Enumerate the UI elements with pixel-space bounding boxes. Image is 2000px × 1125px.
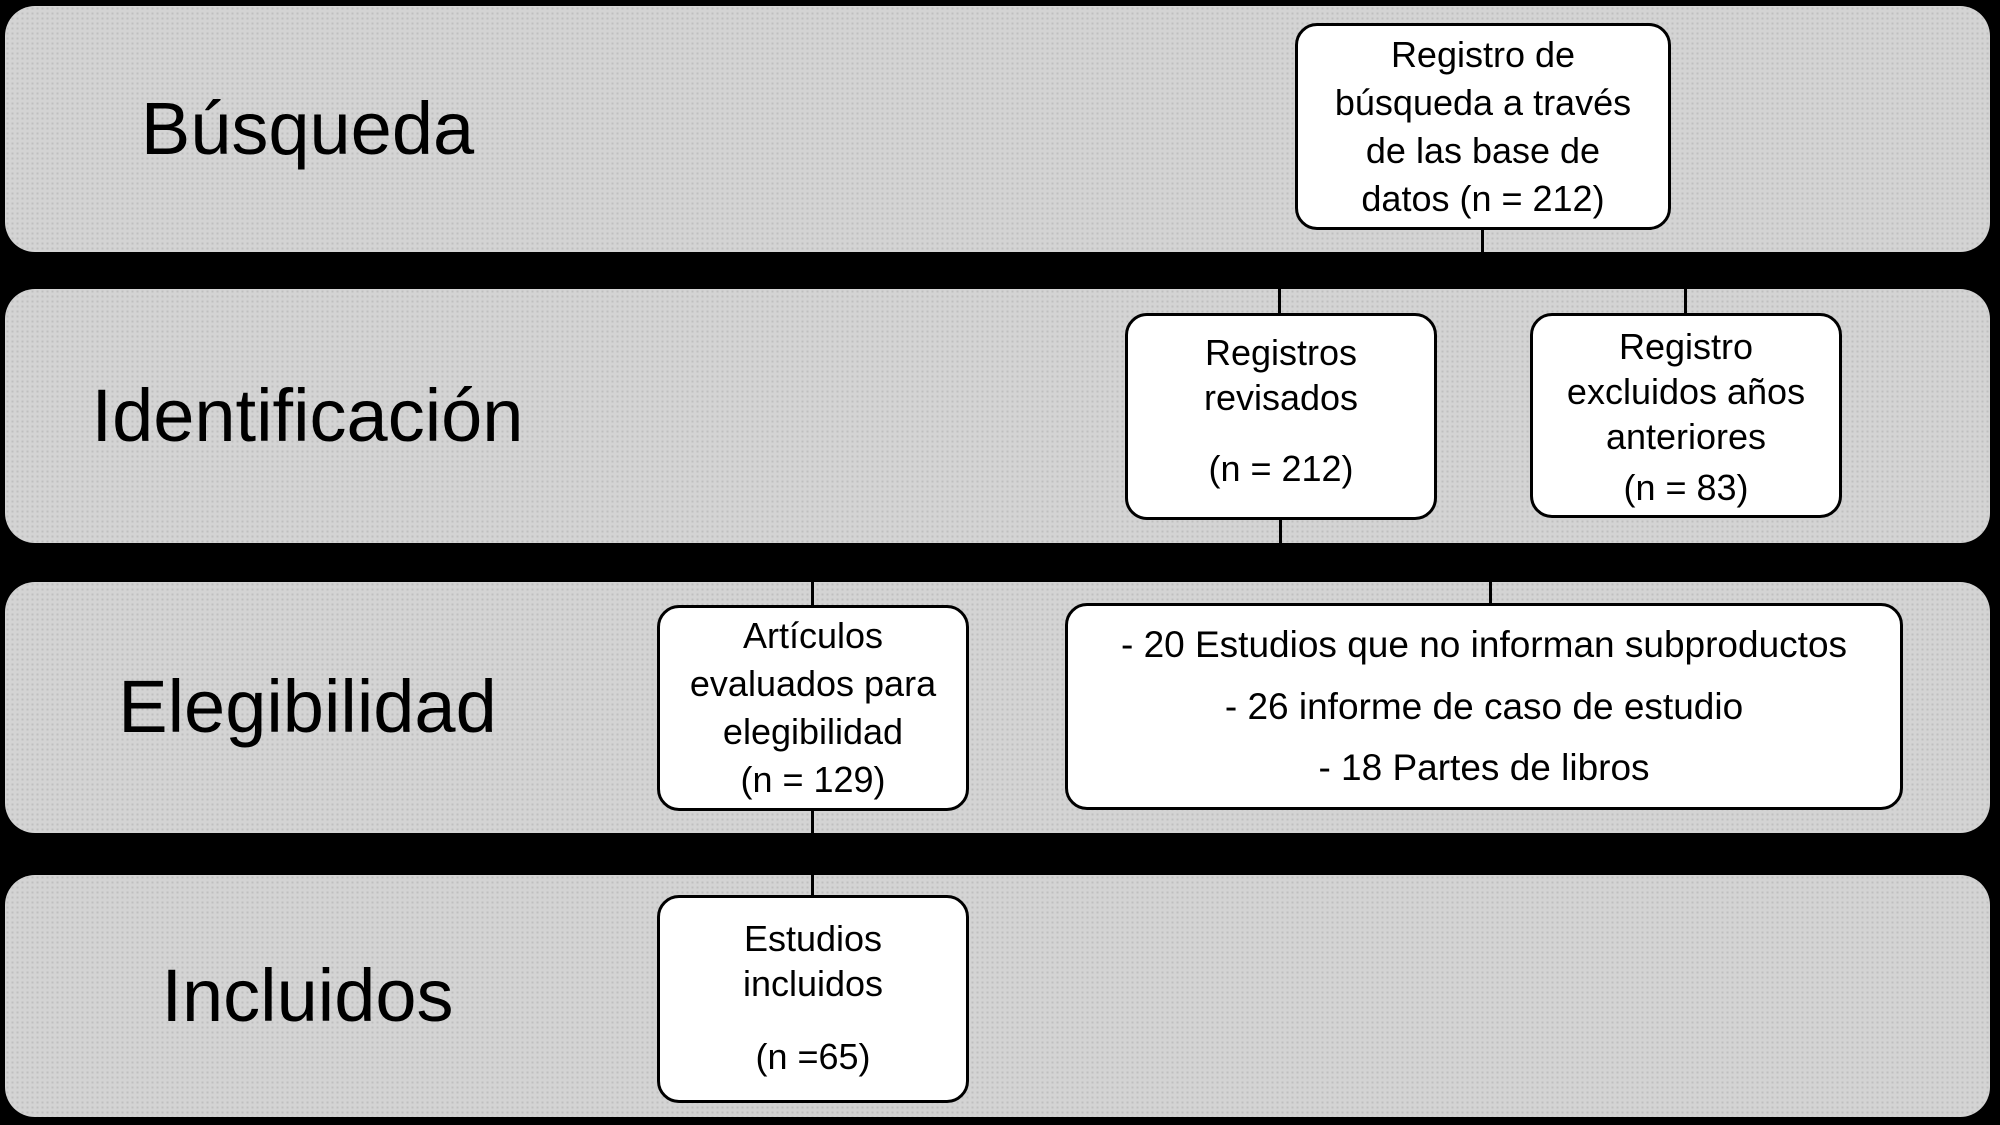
text-line: Registro <box>1618 326 1754 367</box>
text-line: búsqueda a través <box>1334 81 1632 123</box>
box-body <box>743 916 883 1006</box>
box-registro-busqueda <box>1295 23 1671 230</box>
connector-to-motivos-exclusion <box>1489 579 1492 605</box>
box-body <box>1204 330 1358 420</box>
text-line: datos (n = 212) <box>1361 177 1605 219</box>
connector-registros-revisados-down <box>1279 517 1282 545</box>
connector-busqueda-down <box>1481 226 1484 254</box>
stage-label-busqueda: Búsqueda <box>140 87 475 170</box>
stage-label-elegibilidad: Elegibilidad <box>118 665 497 748</box>
text-line: evaluados para <box>689 663 937 704</box>
text-line: revisados <box>1203 377 1359 418</box>
text-line: Registros <box>1204 332 1358 373</box>
text-line: Artículos <box>742 615 884 656</box>
box-registros-revisados <box>1125 313 1437 520</box>
stage-label-identificacion: Identificación <box>91 374 524 457</box>
text-line: excluidos años <box>1566 371 1806 412</box>
connector-to-estudios-incluidos <box>811 872 814 897</box>
connector-to-articulos-evaluados <box>811 579 814 607</box>
box-body <box>1567 324 1805 459</box>
text-line: elegibilidad <box>722 711 904 752</box>
box-estudios-incluidos <box>657 895 969 1103</box>
connector-to-registros-revisados <box>1278 287 1281 315</box>
text-line: anteriores <box>1605 416 1767 457</box>
box-articulos-evaluados <box>657 605 969 811</box>
text-line: - 18 Partes de libros <box>1318 746 1650 788</box>
text-line: de las base de <box>1365 129 1601 171</box>
text-line: (n = 129) <box>740 759 886 800</box>
connector-articulos-evaluados-down <box>811 808 814 835</box>
stage-label-incluidos: Incluidos <box>161 954 454 1037</box>
box-registros-excluidos <box>1530 313 1842 518</box>
count-label: (n =65) <box>755 1036 871 1077</box>
text-line: - 20 Estudios que no informan subproductos <box>1120 624 1848 666</box>
connector-to-registros-excluidos <box>1684 287 1687 315</box>
text-line: Registro de <box>1390 33 1576 75</box>
box-motivos-exclusion <box>1065 603 1903 810</box>
count-label: (n = 83) <box>1623 467 1749 508</box>
count-label: (n = 212) <box>1208 448 1354 489</box>
text-line: Estudios <box>743 918 883 959</box>
text-line: incluidos <box>742 963 884 1004</box>
text-line: - 26 informe de caso de estudio <box>1224 685 1744 727</box>
